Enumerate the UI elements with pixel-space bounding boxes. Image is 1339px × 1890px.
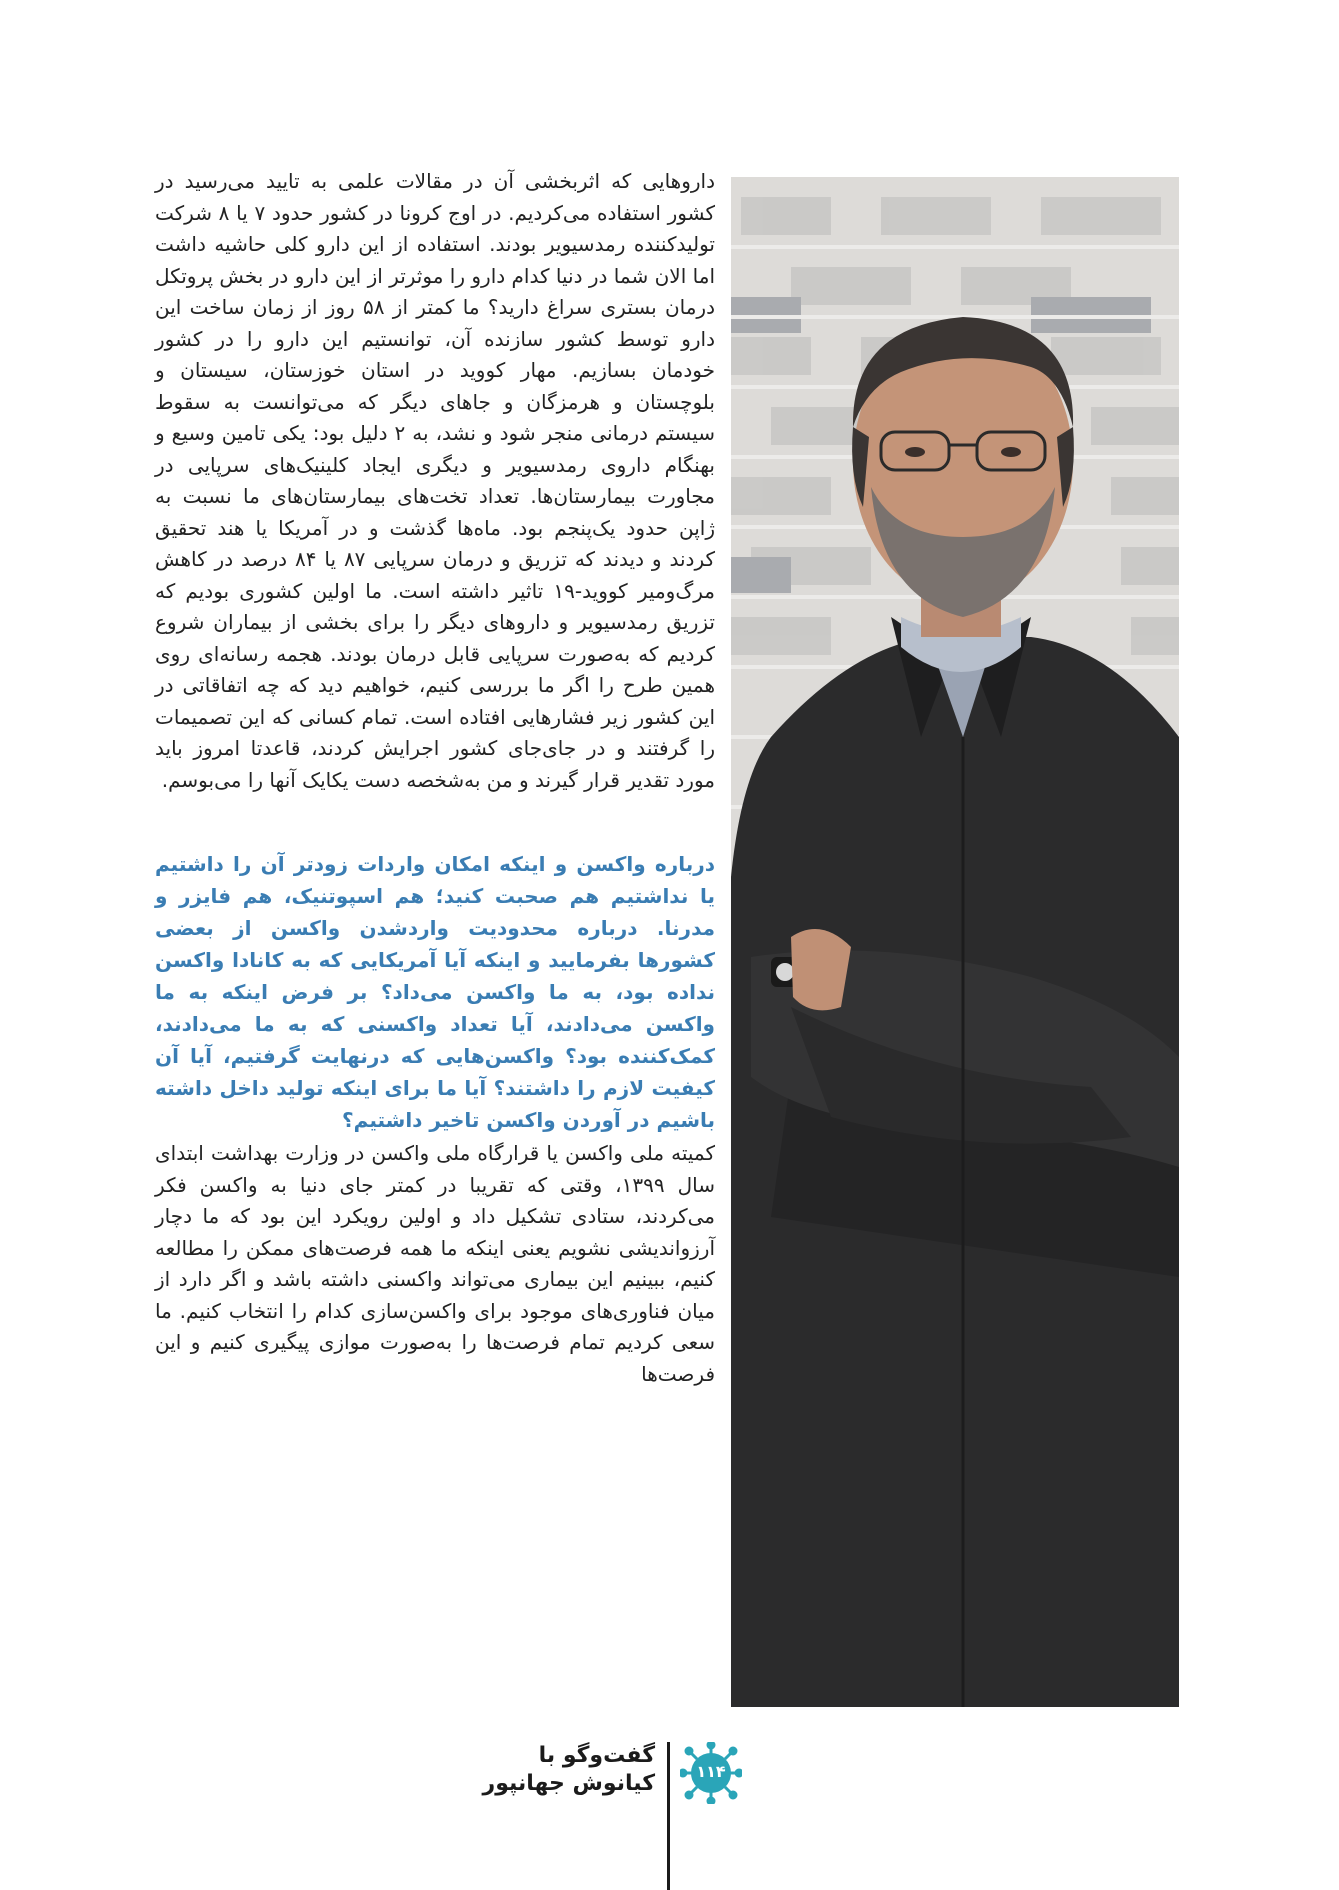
footer-divider: [667, 1742, 670, 1890]
article-body: [155, 166, 715, 1390]
page-footer: [470, 1742, 745, 1890]
footer-interviewee-name: کیانوش جهانپور: [482, 1771, 655, 1796]
interview-question: درباره واکسن و اینکه امکان واردات زودتر آن را داشتیم یا نداشتیم هم صحبت کنید؛ هم اسپوتنیک، هم فایزر و مدرنا. درباره محدودیت واردشدن واکسن از بعضی کشورها بفرمایید و اینکه آیا آمریکایی که به کانادا واکسن نداده بود، به ما واکسن می‌داد؟ بر فرض اینکه به ما واکسن می‌دادند، آیا تعداد واکسنی که به ما می‌دادند، کمک‌کننده بود؟ واکسن‌هایی که درنهایت گرفتیم، آیا آن کیفیت لازم را داشتند؟ آیا ما برای اینکه تولید داخل داشته باشیم در آوردن واکسن تاخیر داشتیم؟: [155, 852, 715, 1132]
article-paragraph: کمیته ملی واکسن یا قرارگاه ملی واکسن در وزارت بهداشت ابتدای سال ۱۳۹۹، وقتی که تقریبا در کمتر جای دنیا به واکسن فکر می‌کردند، ستادی تشکیل داد و اولین رویکرد این بود که ما دچار آرزواندیشی نشویم یعنی اینکه ما همه فرصت‌های ممکن را مطالعه کنیم، ببینیم این بیماری می‌تواند واکسنی داشته باشد و اگر دارد از میان فناوری‌های موجود برای واکسن‌سازی کدام را انتخاب کنیم. ما سعی کردیم تمام فرصت‌ها را به‌صورت موازی پیگیری کنیم و این فرصت‌ها: [155, 1141, 715, 1386]
footer-section-title: گفت‌وگو با: [538, 1743, 655, 1768]
page-number: ۱۱۴: [696, 1762, 726, 1781]
page-number-badge: [680, 1742, 742, 1804]
portrait-photo: [731, 177, 1179, 1707]
article-paragraph: داروهایی که اثربخشی آن در مقالات علمی به تایید می‌رسید در کشور استفاده می‌کردیم. در اوج کرونا در کشور حدود ۷ یا ۸ شرکت تولیدکننده رمدسیویر بودند. استفاده از این دارو کلی حاشیه داشت اما الان شما در دنیا کدام دارو را موثرتر از این دارو در بخش پروتکل درمان بستری سراغ دارید؟ ما کمتر از ۵۸ روز از زمان ساخت این دارو توسط کشور سازنده آن، توانستیم این دارو را در کشور خودمان بسازیم. مهار کووید در استان خوزستان، سیستان و بلوچستان و هرمزگان و جاهای دیگر که می‌توانست به سقوط سیستم درمانی منجر شود و نشد، به ۲ دلیل بود: یکی تامین وسیع و بهنگام داروی رمدسیویر و دیگری ایجاد کلینیک‌های سرپایی در مجاورت بیمارستان‌ها. تعداد تخت‌های بیمارستان‌های ما نسبت به ژاپن حدود یک‌پنجم بود. ماه‌ها گذشت و در آمریکا یا هند تحقیق کردند و دیدند که تزریق و درمان سرپایی ۸۷ یا ۸۴ درصد در کاهش مرگ‌ومیر کووید-۱۹ تاثیر داشته است. ما اولین کشوری بودیم که تزریق رمدسیویر و داروهای دیگر را برای بخشی از بیماران شروع کردیم که به‌صورت سرپایی قابل درمان بودند. هجمه رسانه‌ای روی همین طرح را اگر ما بررسی کنیم، خواهیم دید که چه اتفاقاتی در این کشور زیر فشارهایی افتاده است. تمام کسانی که این تصمیمات را گرفتند و در جای‌جای کشور اجرایش کردند، قاعدتا امروز باید مورد تقدیر قرار گیرند و من به‌شخصه دست یکایک آنها را می‌بوسم.: [155, 169, 716, 792]
footer-caption: [483, 1742, 655, 1798]
